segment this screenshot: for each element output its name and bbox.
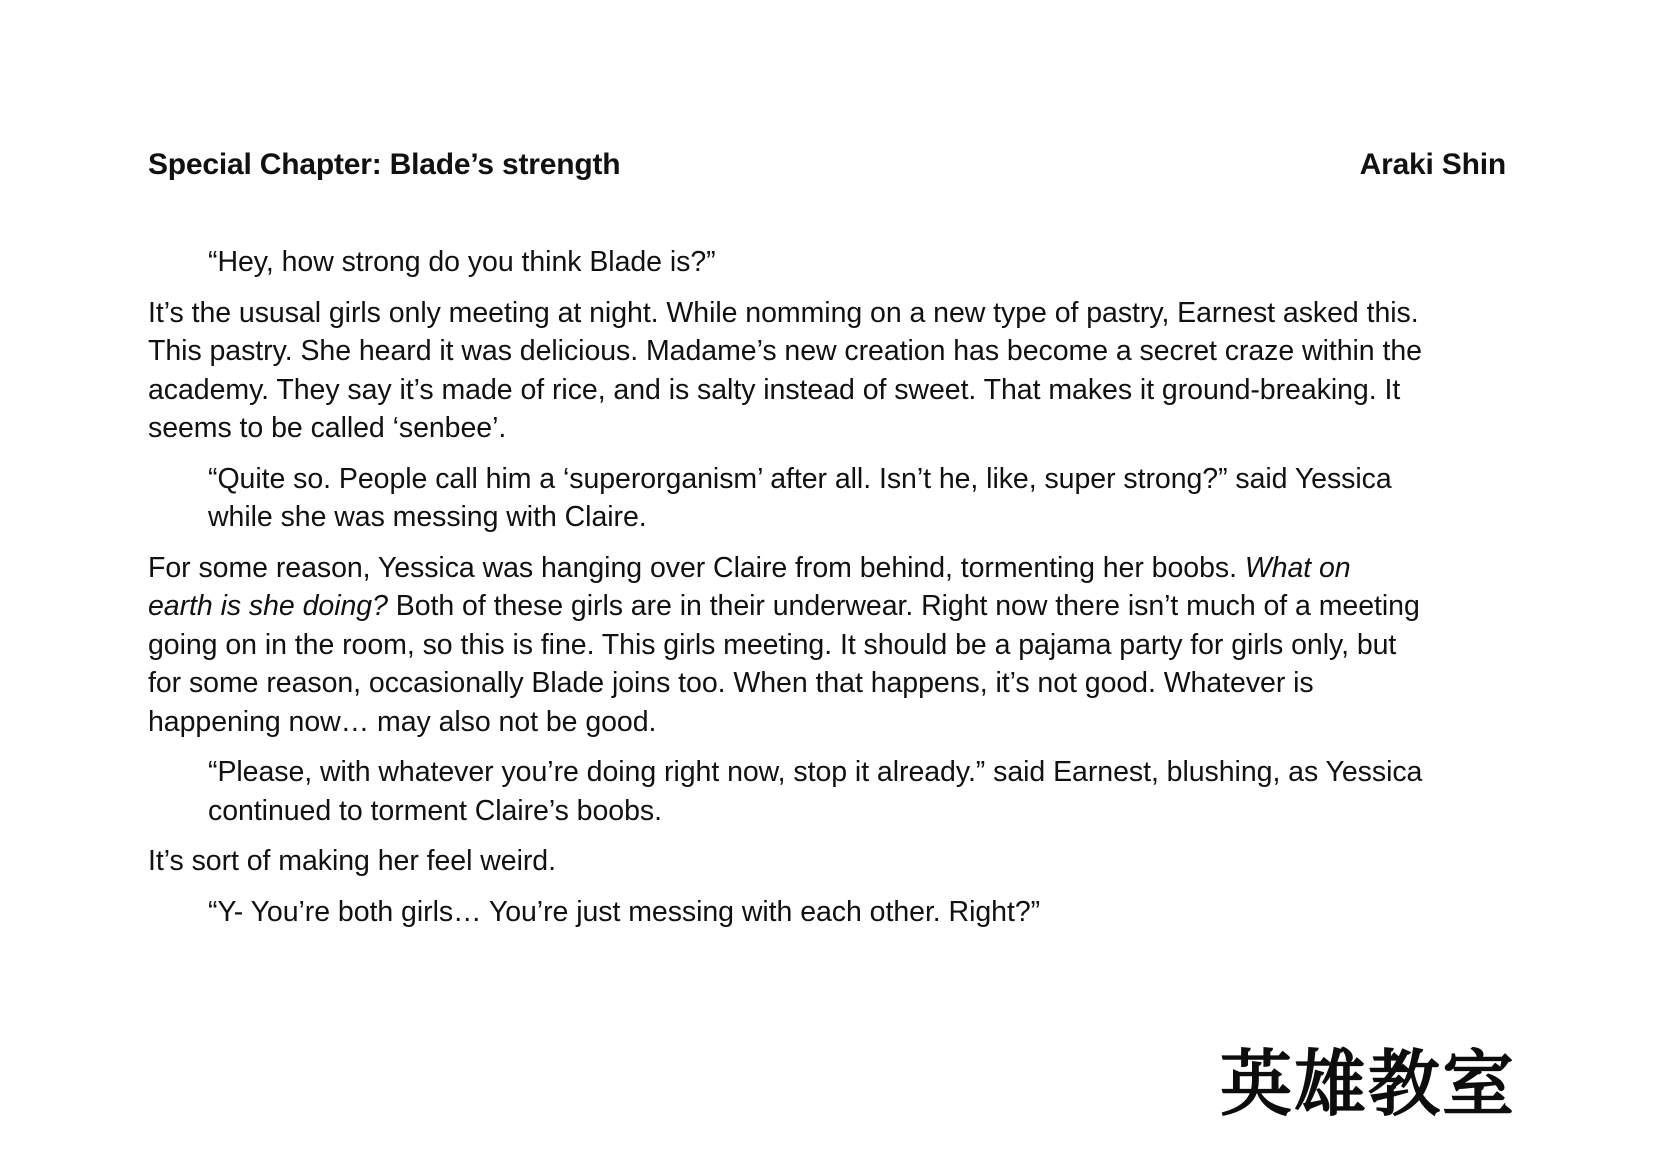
narration-2-part-b: Both of these girls are in their underwear. Right now there isn’t much of a meeting going on in the room, so this is fine. This girls meeting. It should be a pajama party for girls only, but for some reason, occasionally Blade joins too. When that happens, it’s not good. Whatever is happening now… may also not be good. [148,590,1420,738]
narration-2-part-a: For some reason, Yessica was hanging over Claire from behind, tormenting her boobs. [148,551,1245,584]
narration-2-italic: What on earth is she doing? [148,551,1351,622]
story-body [148,243,1423,943]
author-name: Araki Shin [1359,148,1506,181]
paragraph-dialogue-2: “Quite so. People call him a ‘superorganism’ after all. Isn’t he, like, super strong?” said Yessica while she was messing with Claire. [208,462,1392,533]
paragraph-dialogue-4: “Y- You’re both girls… You’re just messing with each other. Right?” [208,895,1041,928]
chapter-title: Special Chapter: Blade’s strength [148,148,621,181]
paragraph-dialogue-1: “Hey, how strong do you think Blade is?” [208,246,716,278]
paragraph-dialogue-3: “Please, with whatever you’re doing right now, stop it already.” said Earnest, blushing, as Yessica continued to torment Claire’s boobs. [208,756,1423,827]
series-logo: 英雄教室 [1219,1042,1516,1126]
page-header [148,148,1506,182]
paragraph-narration-1: It’s the ususal girls only meeting at night. While nomming on a new type of pastry, Earnest asked this. This pastry. She heard it was delicious. Madame’s new creation has become a secret craze within the academy. They say it’s made of rice, and is salty instead of sweet. That makes it ground-breaking. It seems to be called ‘senbee’. [148,296,1422,444]
paragraph-narration-3: It’s sort of making her feel weird. [148,845,556,877]
paragraph-narration-2 [148,549,1423,742]
